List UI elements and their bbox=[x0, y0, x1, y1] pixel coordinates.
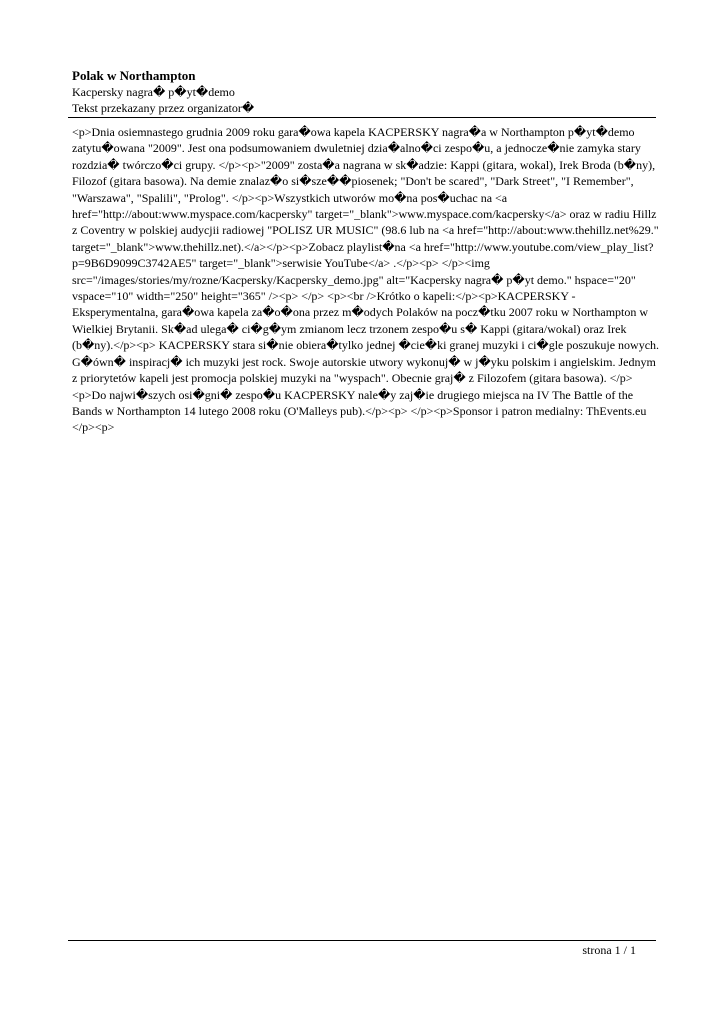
document-subtitle: Kacpersky nagra� p�yt�demo bbox=[72, 85, 235, 99]
document-title: Polak w Northampton bbox=[72, 68, 196, 83]
document-source: Tekst przekazany przez organizator� bbox=[72, 101, 255, 115]
page-number: strona 1 / 1 bbox=[582, 943, 636, 957]
article-body: <p>Dnia osiemnastego grudnia 2009 roku gara�owa kapela KACPERSKY nagra�a w Northampton p�yt�demo zatytu�owana "2009". Jest ona podsumowaniem dwuletniej dzia�alno�ci zespo�u, a jednocze�nie zamyka stary rozdzia� twórczo�ci grupy. </p><p>"2009" zosta�a nagrana w sk�adzie: Kappi (gitara, wokal), Irek Broda (b�ny), Filozof (gitara basowa). Na demie znalaz�o si�sze��piosenek; "Don't be scared", "Dark Street", "I Remember", "Warszawa", "Spalili", "Prolog". </p><p>Wszystkich utworów mo�na pos�uchac na <a href="http://about:www.myspace.com/kacpersky" target="_blank">www.myspace.com/kacpersky</a> oraz w radiu Hillz z Coventry w polskiej audycjii radiowej "POLISZ UR MUSIC" (98.6 lub na <a href="http://about:www.thehillz.net%29." target="_blank">www.thehillz.net).</a></p><p>Zobacz playlist�na <a href="http://www.youtube.com/view_play_list?p=9B6D9099C3742AE5" target="_blank">serwisie YouTube</a> .</p><p> </p><img src="/images/stories/my/rozne/Kacpersky/Kacpersky_demo.jpg" alt="Kacpersky nagra� p�yt demo." hspace="20" vspace="10" width="250" height="365" /><p> </p> <p><br />Krótko o kapeli:</p><p>KACPERSKY - Eksperymentalna, gara�owa kapela za�o�ona przez m�odych Polaków na pocz�tku 2007 roku w Northampton w Wielkiej Brytanii. Sk�ad ulega� ci�g�ym zmianom lecz trzonem zespo�u s� Kappi (gitara/wokal) oraz Irek (b�ny).</p><p> KACPERSKY stara si�nie obiera�tylko jednej �cie�ki granej muzyki i ci�gle poszukuje nowych. G�ówn� inspiracj� ich muzyki jest rock. Swoje autorskie utwory wykonuj� w j�yku polskim i angielskim. Jednym z priorytetów kapeli jest promocja polskiej muzyki na "wyspach". Obecnie graj� z Filozofem (gitara basowa). </p><p>Do najwi�szych osi�gni� zespo�u KACPERSKY nale�y zaj�ie drugiego miejsca na IV The Battle of the Bands w Northampton 14 lutego 2008 roku (O'Malleys pub).</p><p> </p><p>Sponsor i patron medialny: ThEvents.eu </p><p> bbox=[72, 125, 660, 435]
document-header bbox=[72, 68, 656, 116]
header-divider bbox=[68, 117, 656, 118]
footer-divider bbox=[68, 940, 656, 941]
